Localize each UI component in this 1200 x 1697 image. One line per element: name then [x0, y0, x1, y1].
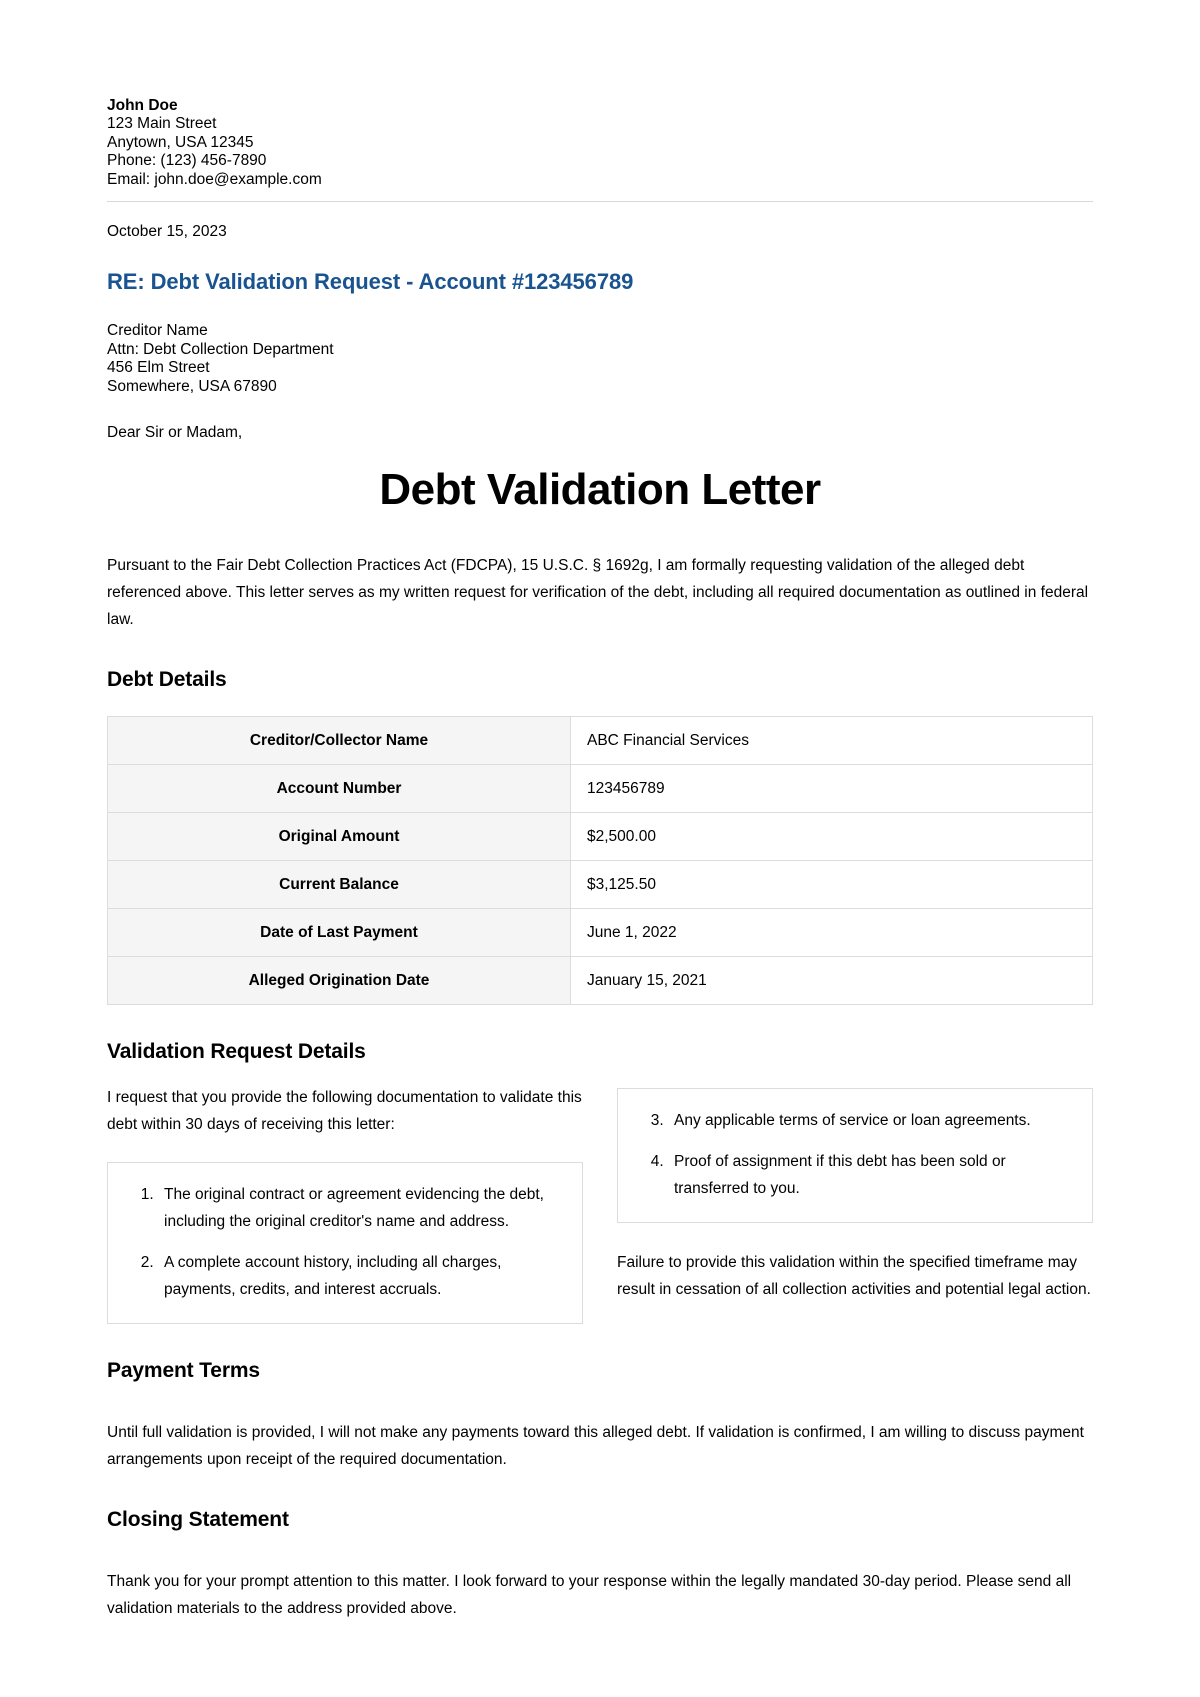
table-row-label: Creditor/Collector Name: [108, 717, 571, 765]
validation-intro-paragraph: I request that you provide the following documentation to validate this debt within 30 days of receiving this letter:: [107, 1089, 582, 1133]
intro-paragraph: Pursuant to the Fair Debt Collection Practices Act (FDCPA), 15 U.S.C. § 1692g, I am formally requesting validation of the alleged debt referenced above. This letter serves as my written request for verification of the debt, including all required documentation as outlined in federal law.: [107, 557, 1089, 628]
sender-phone: Phone: (123) 456-7890: [107, 152, 267, 169]
table-row-value: January 15, 2021: [571, 957, 1093, 1005]
list-item: 3. Any applicable terms of service or loan agreements.: [668, 1107, 1070, 1134]
page-title: Debt Validation Letter: [379, 465, 821, 514]
debt-details-table: [107, 716, 1093, 1005]
sender-street: 123 Main Street: [107, 115, 217, 132]
sender-email: Email: john.doe@example.com: [107, 170, 322, 188]
validation-items-list-left: [130, 1181, 560, 1303]
table-row: [108, 957, 1093, 1005]
validation-items-box-left: [107, 1162, 583, 1324]
recipient-address-block: [107, 322, 1093, 396]
recipient-street: 456 Elm Street: [107, 359, 210, 376]
validation-items-list-right: [640, 1107, 1070, 1202]
table-row-label: Original Amount: [108, 813, 571, 861]
payment-terms-paragraph: Until full validation is provided, I will not make any payments toward this alleged debt. If validation is confirmed, I am willing to discuss payment arrangements upon receipt of the required documentation.: [107, 1424, 1084, 1468]
sender-city-state-zip: Anytown, USA 12345: [107, 133, 254, 151]
closing-statement-heading: Closing Statement: [107, 1508, 289, 1531]
recipient-name: Creditor Name: [107, 322, 208, 339]
table-row-value: June 1, 2022: [571, 909, 1093, 957]
recipient-attn: Attn: Debt Collection Department: [107, 340, 334, 358]
list-item: 2. A complete account history, including all charges, payments, credits, and interest accruals.: [158, 1249, 560, 1303]
table-row-label: Current Balance: [108, 861, 571, 909]
validation-right-column: [617, 1084, 1093, 1303]
table-row-value: $2,500.00: [571, 813, 1093, 861]
table-row: [108, 861, 1093, 909]
subject-line: RE: Debt Validation Request - Account #123456789: [107, 269, 634, 294]
letter-date: October 15, 2023: [107, 223, 227, 240]
validation-left-column: [107, 1084, 583, 1324]
validation-items-box-right: [617, 1088, 1093, 1223]
table-row-label: Date of Last Payment: [108, 909, 571, 957]
table-row: [108, 765, 1093, 813]
validation-warning-paragraph: Failure to provide this validation within the specified timeframe may result in cessation of all collection activities and potential legal action.: [617, 1254, 1091, 1298]
salutation: Dear Sir or Madam,: [107, 424, 243, 441]
table-row-label: Account Number: [108, 765, 571, 813]
table-row: [108, 909, 1093, 957]
sender-address-block: [107, 96, 1093, 202]
table-row-value: $3,125.50: [571, 861, 1093, 909]
table-row-label: Alleged Origination Date: [108, 957, 571, 1005]
payment-terms-heading: Payment Terms: [107, 1359, 260, 1382]
validation-request-heading: Validation Request Details: [107, 1040, 366, 1063]
table-row: [108, 813, 1093, 861]
list-item: 4. Proof of assignment if this debt has been sold or transferred to you.: [668, 1148, 1070, 1202]
closing-statement-paragraph: Thank you for your prompt attention to this matter. I look forward to your response within the legally mandated 30-day period. Please send all validation materials to the address provided above.: [107, 1573, 1072, 1617]
validation-request-columns: [107, 1084, 1093, 1324]
table-row: [108, 717, 1093, 765]
sender-name: John Doe: [107, 97, 178, 114]
recipient-city-state-zip: Somewhere, USA 67890: [107, 377, 277, 395]
table-row-value: ABC Financial Services: [571, 717, 1093, 765]
table-row-value: 123456789: [571, 765, 1093, 813]
list-item: 1. The original contract or agreement evidencing the debt, including the original creditor's name and address.: [158, 1181, 560, 1235]
debt-details-heading: Debt Details: [107, 668, 227, 691]
